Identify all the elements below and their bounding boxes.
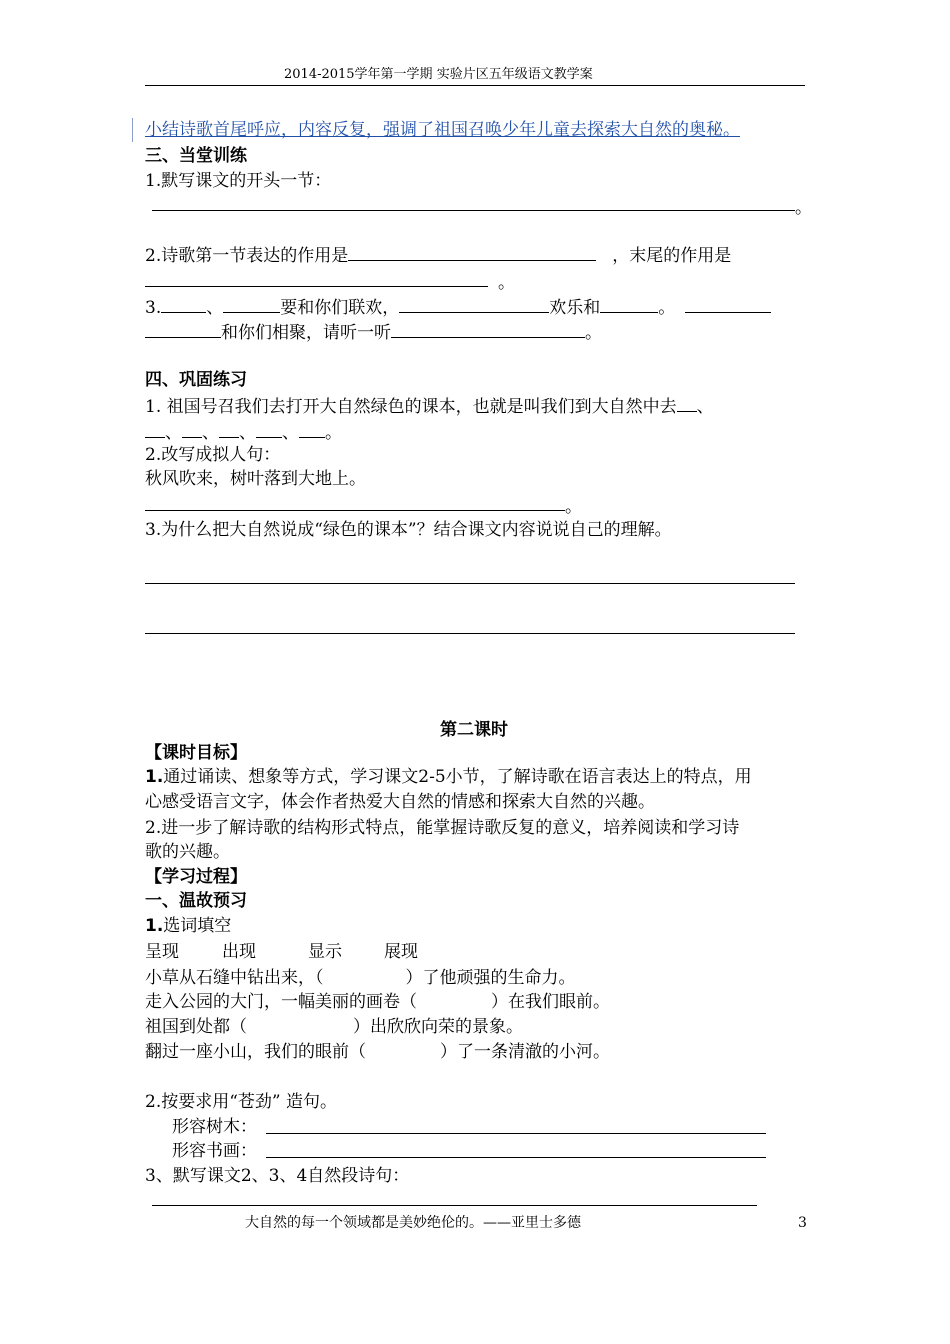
header-rule: [145, 85, 805, 86]
blank[interactable]: [256, 420, 282, 438]
footer-rule: [152, 1205, 757, 1206]
r3-title: 3、默写课文2、3、4自然段诗句：: [145, 1166, 410, 1186]
s4-q2: 2.改写成拟人句：: [145, 445, 281, 465]
s4-q1-line2: [145, 420, 342, 444]
s4-q2-sentence: 秋风吹来，树叶落到大地上。: [145, 469, 366, 489]
fill-sentence-3-a: 祖国到处都（: [145, 1017, 247, 1037]
blank[interactable]: [685, 295, 771, 313]
r2-paint-label: 形容书画：: [172, 1141, 257, 1161]
answer-line: [152, 210, 795, 211]
blank[interactable]: [299, 420, 325, 438]
answer-line: [145, 510, 565, 511]
change-bar: [132, 118, 133, 142]
fill-sentence-2: [145, 991, 610, 1013]
summary-text: 小结诗歌首尾呼应，内容反复，强调了祖国召唤少年儿童去探索大自然的奥秘。: [145, 120, 740, 140]
fill-sentence-4-a: 翻过一座小山，我们的眼前（: [145, 1042, 366, 1062]
s4-q3: 3.为什么把大自然说成“绿色的课本”？结合课文内容说说自己的理解。: [145, 520, 672, 540]
comma: 、: [165, 423, 182, 443]
s3-q2: [145, 243, 731, 267]
comma: 、: [206, 298, 224, 318]
word-4: 展现: [384, 942, 418, 962]
r2-tree-label: 形容树木：: [172, 1117, 257, 1137]
blank[interactable]: [182, 420, 202, 438]
page-number: 3: [798, 1215, 807, 1231]
answer-line: [145, 633, 795, 634]
goal2-line2: 歌的兴趣。: [145, 842, 230, 862]
word-2: 出现: [222, 942, 256, 962]
section4-title: 四、巩固练习: [145, 370, 247, 390]
blank[interactable]: [391, 320, 585, 338]
blank[interactable]: [399, 295, 549, 313]
lesson2-title: 第二课时: [440, 720, 508, 740]
review-title: 一、温故预习: [145, 891, 247, 911]
answer-line: [145, 286, 488, 287]
r1-label: 选词填空: [163, 916, 232, 936]
process-title: 【学习过程】: [145, 867, 247, 887]
period: 。: [325, 423, 342, 443]
fill-sentence-1-a: 小草从石缝中钻出来，（: [145, 968, 324, 988]
fill-sentence-1: [145, 967, 576, 989]
period: 。: [585, 323, 602, 343]
s4-q1: [145, 394, 714, 418]
goals-title: 【课时目标】: [145, 743, 247, 763]
s3-q2-period: 。: [498, 273, 515, 293]
word-3: 显示: [308, 942, 342, 962]
period: 。: [658, 298, 676, 318]
s3-q3: [145, 295, 771, 319]
footer-quote: 大自然的每一个领域都是美妙绝伦的。——亚里士多德: [245, 1215, 581, 1231]
s3-q3-text1: 要和你们联欢，: [280, 298, 400, 318]
fill-sentence-3: [145, 1016, 523, 1038]
fill-sentence-4: [145, 1041, 610, 1063]
s3-q1-period: 。: [795, 198, 812, 218]
blank[interactable]: [161, 295, 206, 313]
fill-sentence-2-b: ）在我们眼前。: [491, 992, 610, 1012]
goal1-num: 1.: [145, 767, 164, 787]
comma: 、: [239, 423, 256, 443]
s3-q1: 1.默写课文的开头一节：: [145, 171, 332, 191]
fill-sentence-3-b: ）出欣欣向荣的景象。: [353, 1017, 523, 1037]
period: 。: [565, 497, 582, 517]
fill-sentence-1-b: ）了他顽强的生命力。: [405, 968, 576, 988]
answer-line: [145, 583, 795, 584]
section3-title: 三、当堂训练: [145, 146, 247, 166]
blank[interactable]: [145, 320, 221, 338]
comma: 、: [696, 397, 714, 417]
r1-num: 1.: [145, 916, 164, 936]
goal1-line1: [145, 766, 752, 788]
blank[interactable]: [145, 420, 165, 438]
s3-q2-prefix: 2.诗歌第一节表达的作用是: [145, 246, 349, 266]
answer-line[interactable]: [266, 1133, 766, 1134]
blank[interactable]: [223, 295, 280, 313]
r2-title: 2.按要求用“苍劲” 造句。: [145, 1092, 338, 1112]
s3-q3-text2: 欢乐和: [549, 298, 601, 318]
fill-sentence-2-a: 走入公园的大门，一幅美丽的画卷（: [145, 992, 417, 1012]
s3-q2-mid: ，末尾的作用是: [612, 246, 732, 266]
blank[interactable]: [219, 420, 239, 438]
goal1-line2: 心感受语言文字，体会作者热爱大自然的情感和探索大自然的兴趣。: [145, 792, 655, 812]
s4-q1-text: 1. 祖国号召我们去打开大自然绿色的课本，也就是叫我们到大自然中去: [145, 397, 677, 417]
word-1: 呈现: [145, 942, 179, 962]
fill-sentence-4-b: ）了一条清澈的小河。: [440, 1042, 610, 1062]
s3-q3-line2: [145, 320, 602, 344]
goal2-line1: 2.进一步了解诗歌的结构形式特点，能掌握诗歌反复的意义，培养阅读和学习诗: [145, 818, 740, 838]
answer-line[interactable]: [266, 1157, 766, 1158]
blank[interactable]: [348, 243, 596, 261]
goal1-text: 通过诵读、想象等方式，学习课文2-5小节，了解诗歌在语言表达上的特点，用: [163, 767, 752, 787]
page-header: 2014-2015学年第一学期 实验片区五年级语文教学案: [284, 67, 593, 82]
s3-q3-num: 3.: [145, 298, 162, 318]
blank[interactable]: [677, 394, 697, 412]
r1-title: [145, 915, 231, 937]
s3-q3-text3: 和你们相聚，请听一听: [221, 323, 391, 343]
comma: 、: [282, 423, 299, 443]
comma: 、: [202, 423, 219, 443]
blank[interactable]: [600, 295, 658, 313]
